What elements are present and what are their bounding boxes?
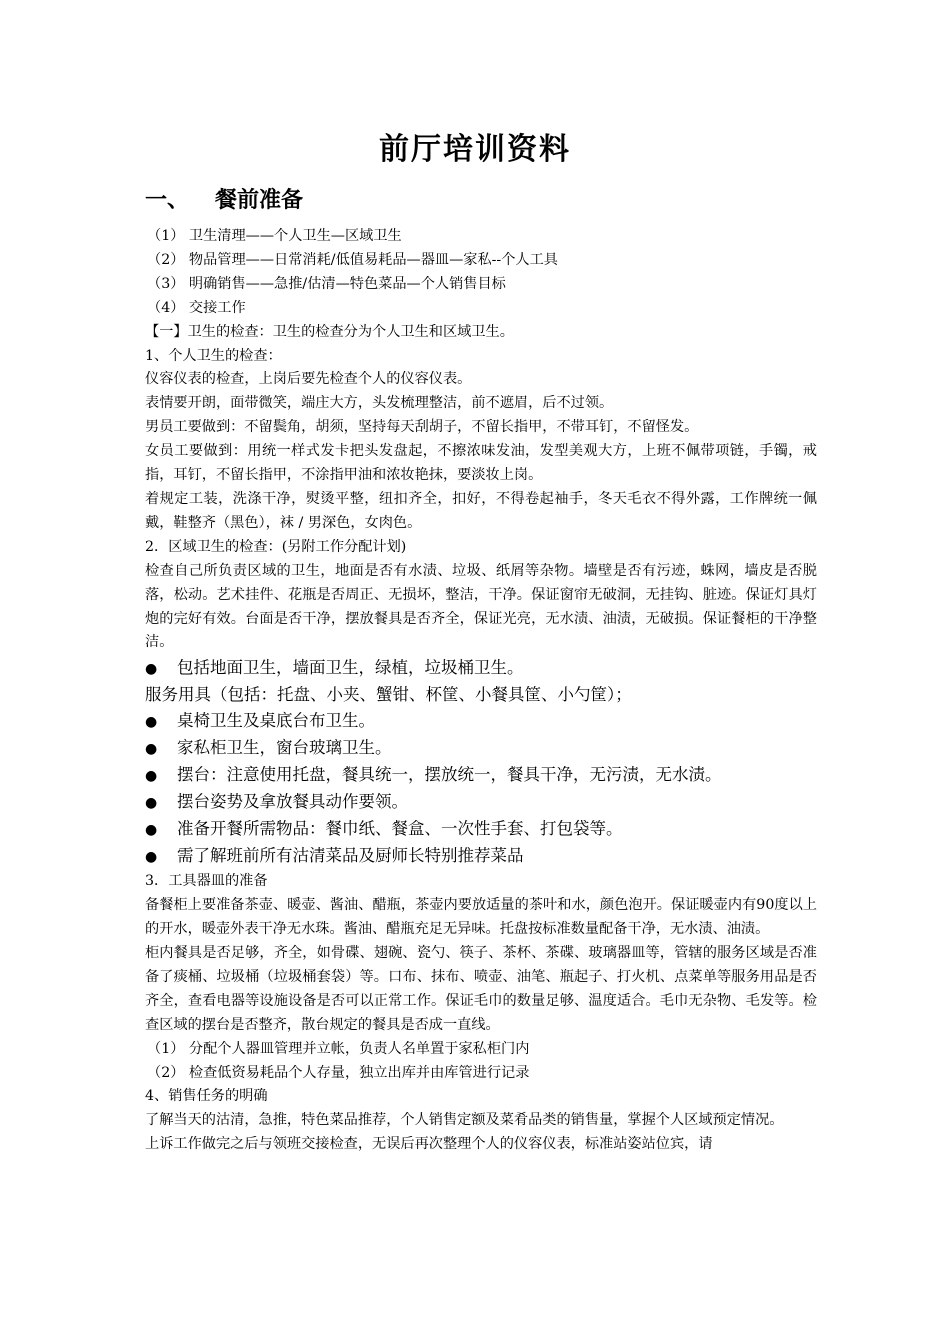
bullet-text: 桌椅卫生及桌底台布卫生。 [177,711,375,731]
document-body [145,225,817,1157]
numbered-item: （2） 检查低资易耗品个人存量，独立出库并由库管进行记录 [147,1064,530,1081]
bullet-text: 家私柜卫生，窗台玻璃卫生。 [177,738,392,758]
bullet-item [145,762,817,789]
text-line: 表情要开朗，面带微笑，端庄大方，头发梳理整洁，前不遮眉，后不过领。 [145,395,614,412]
bullet-item [145,789,817,816]
bullet-text: 需了解班前所有沽清菜品及厨师长特别推荐菜品 [177,846,524,866]
bullet-dot-icon: ● [145,795,158,812]
bullet-text: 包括地面卫生，墙面卫生，绿植，垃圾桶卫生。 [177,658,524,678]
bullet-item [145,816,817,843]
bullet-dot-icon: ● [145,741,158,758]
bullet-item [145,708,817,735]
paragraph: 女员工要做到：用统一样式发卡把头发盘起，不擦浓味发油，发型美观大方，上班不佩带项链，手镯，戒指，耳钉，不留长指甲，不涂指甲油和浓妆艳抹，要淡妆上岗。 [145,443,817,484]
text-line: 服务用具（包括：托盘、小夹、蟹钳、杯筐、小餐具筐、小勺筐）； [145,685,632,705]
section-heading [145,182,303,218]
text-line: 男员工要做到：不留鬓角，胡须，坚持每天刮胡子，不留长指甲，不带耳钉，不留怪发。 [145,419,699,436]
paragraph: 了解当天的沽清，急推，特色菜品推荐，个人销售定额及菜肴品类的销售量，掌握个人区域预定情况。 [145,1112,784,1129]
text-line: 4、销售任务的明确 [145,1088,268,1105]
numbered-item: （1） 卫生清理——个人卫生—区域卫生 [147,228,402,244]
bullet-dot-icon: ● [145,768,158,785]
text-line: 1、个人卫生的检查： [145,347,282,364]
bullet-text: 准备开餐所需物品：餐巾纸、餐盒、一次性手套、打包袋等。 [177,819,623,839]
paragraph: 检查自己所负责区域的卫生，地面是否有水渍、垃圾、纸屑等杂物。墙壁是否有污迹，蛛网，墙皮是否脱落，松动。艺术挂件、花瓶是否周正、无损坏，整洁，干净。保证窗帘无破洞，无挂钩、脏迹。保证灯具灯炮的完好有效。台面是否干净，摆放餐具是否齐全，保证光亮，无水渍、油渍，无破损。保证餐柜的干净整洁。 [145,562,817,651]
paragraph: 备餐柜上要准备茶壶、暖壶、酱油、醋瓶，茶壶内要放适量的茶叶和水，颜色泡开。保证暖壶内有90度以上的开水，暖壶外表干净无水珠。酱油、醋瓶充足无异味。托盘按标准数量配备干净，无水渍、油渍。 [145,897,817,938]
bullet-dot-icon: ● [145,661,158,678]
bullet-item [145,843,817,870]
text-line: 仪容仪表的检查，上岗后要先检查个人的仪容仪表。 [145,371,472,388]
numbered-item: （3） 明确销售——急推/估清—特色菜品—个人销售目标 [147,275,506,292]
numbered-item: （1） 分配个人器皿管理并立帐，负责人名单置于家私柜门内 [147,1040,530,1057]
text-line: 2．区域卫生的检查：(另附工作分配计划) [145,538,407,555]
text-line: 【一】卫生的检查：卫生的检查分为个人卫生和区域卫生。 [145,323,514,340]
bullet-item [145,655,817,682]
paragraph: 着规定工装，洗涤干净，熨烫平整，纽扣齐全，扣好，不得卷起袖手，冬天毛衣不得外露，工作牌统一佩戴，鞋整齐（黑色），袜 / 男深色，女肉色。 [145,490,817,531]
bullet-dot-icon: ● [145,714,158,731]
numbered-item: （2） 物品管理——日常消耗/低值易耗品—器皿—家私--个人工具 [147,251,558,268]
numbered-item: （4） 交接工作 [147,299,246,316]
paragraph: 柜内餐具是否足够，齐全，如骨碟、翅碗、瓷勺、筷子、茶杯、茶碟、玻璃器皿等，管辖的服务区域是否准备了痰桶、垃圾桶（垃圾桶套袋）等。口布、抹布、喷壶、油笔、瓶起子、打火机、点菜单等服务用品是否齐全，查看电器等设施设备是否可以正常工作。保证毛巾的数量足够、温度适合。毛巾无杂物、毛发等。检查区域的摆台是否整齐，散台规定的餐具是否成一直线。 [145,945,817,1033]
bullet-item [145,735,817,762]
bullet-text: 摆台：注意使用托盘，餐具统一，摆放统一，餐具干净，无污渍，无水渍。 [177,765,722,785]
page-title: 前厅培训资料 [379,132,571,167]
section-title: 餐前准备 [215,187,304,213]
section-number: 一、 [145,187,190,213]
text-line: 3．工具器皿的准备 [145,873,268,890]
bullet-text: 摆台姿势及拿放餐具动作要领。 [177,792,408,812]
text-line: 上诉工作做完之后与领班交接检查，无误后再次整理个人的仪容仪表，标准站姿站位宾，请 [145,1136,713,1153]
bullet-dot-icon: ● [145,849,158,866]
bullet-dot-icon: ● [145,822,158,839]
